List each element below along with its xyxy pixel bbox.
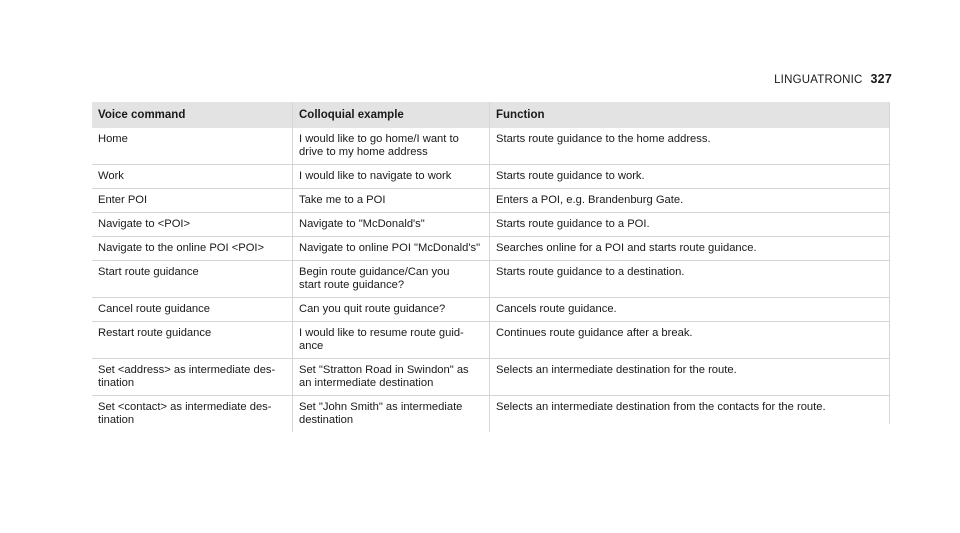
function-cell: Selects an intermediate destination from the contacts for the route. — [490, 396, 890, 433]
function-cell: Starts route guidance to a destination. — [490, 261, 890, 298]
colloquial-example-cell: Navigate to "McDonald's" — [293, 213, 490, 237]
table-header-row — [92, 102, 889, 128]
column-header-voice-command: Voice command — [92, 102, 293, 128]
column-header-colloquial-example: Colloquial example — [293, 102, 490, 128]
function-cell: Enters a POI, e.g. Brandenburg Gate. — [490, 189, 890, 213]
voice-command-cell: Enter POI — [92, 189, 293, 213]
voice-command-cell: Navigate to <POI> — [92, 213, 293, 237]
colloquial-example-cell: I would like to resume route guid- ance — [293, 322, 490, 359]
page-number: 327 — [870, 72, 892, 86]
function-cell: Continues route guidance after a break. — [490, 322, 890, 359]
colloquial-example-cell: I would like to navigate to work — [293, 165, 490, 189]
voice-command-cell: Start route guidance — [92, 261, 293, 298]
table-row — [92, 359, 889, 396]
function-cell: Starts route guidance to a POI. — [490, 213, 890, 237]
colloquial-example-cell: Navigate to online POI "McDonald's" — [293, 237, 490, 261]
function-cell: Selects an intermediate destination for the route. — [490, 359, 890, 396]
table-row — [92, 322, 889, 359]
table-row — [92, 128, 889, 165]
colloquial-example-cell: Set "Stratton Road in Swindon" as an intermediate destination — [293, 359, 490, 396]
table-row — [92, 237, 889, 261]
table-row — [92, 189, 889, 213]
voice-command-cell: Set <address> as intermediate des- tination — [92, 359, 293, 396]
colloquial-example-cell: Set "John Smith" as intermediate destination — [293, 396, 490, 433]
colloquial-example-cell: I would like to go home/I want to drive to my home address — [293, 128, 490, 165]
voice-command-cell: Work — [92, 165, 293, 189]
column-header-function: Function — [490, 102, 890, 128]
table-row — [92, 165, 889, 189]
table-row — [92, 213, 889, 237]
voice-command-cell: Home — [92, 128, 293, 165]
voice-command-cell: Cancel route guidance — [92, 298, 293, 322]
function-cell: Cancels route guidance. — [490, 298, 890, 322]
voice-command-cell: Set <contact> as intermediate des- tination — [98, 401, 272, 426]
function-cell: Starts route guidance to the home address. — [490, 128, 890, 165]
table-right-border — [889, 102, 890, 424]
voice-command-cell: Restart route guidance — [92, 322, 293, 359]
function-cell: Searches online for a POI and starts route guidance. — [490, 237, 890, 261]
table-row — [92, 298, 889, 322]
table-row — [92, 396, 889, 433]
table-row — [92, 261, 889, 298]
colloquial-example-cell: Take me to a POI — [293, 189, 490, 213]
table-body — [92, 128, 889, 432]
page-header — [774, 72, 892, 86]
colloquial-example-cell: Begin route guidance/Can you start route guidance? — [293, 261, 490, 298]
voice-command-table — [92, 102, 889, 432]
colloquial-example-cell: Can you quit route guidance? — [293, 298, 490, 322]
voice-command-cell: Navigate to the online POI <POI> — [92, 237, 293, 261]
function-cell: Starts route guidance to work. — [490, 165, 890, 189]
section-title: LINGUATRONIC — [774, 74, 863, 86]
